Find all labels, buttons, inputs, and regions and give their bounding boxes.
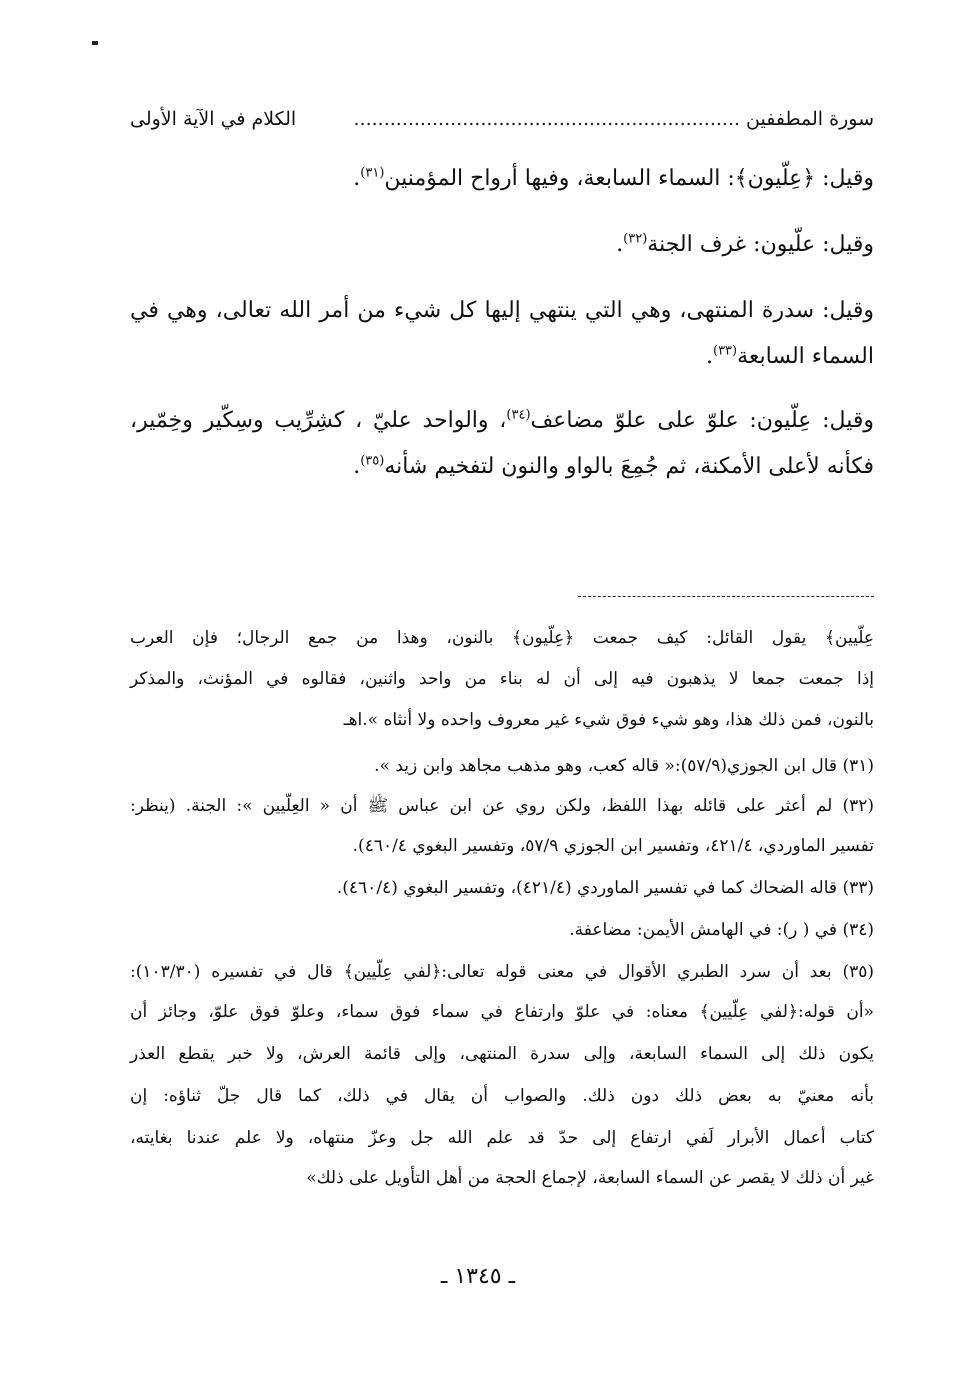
paragraph-4-end: .	[353, 454, 361, 479]
paragraph-4	[130, 398, 874, 490]
paragraph-3-end: .	[705, 344, 713, 369]
footnote-35-line-5: كتاب أعمال الأبرار لَفي ارتفاع إلى حدّ قد علم الله جل وعزّ منتهاه، ولا علم عندنا بغايته،	[130, 1128, 874, 1148]
footnote-35-line-3: يكون ذلك إلى السماء السابعة، وإلى سدرة المنتهى، وإلى قائمة العرش، ولا خبر يقطع العذر	[130, 1044, 874, 1064]
paragraph-2	[130, 222, 874, 268]
footnote-ref-35: (٣٥)	[360, 453, 385, 469]
paragraph-3	[130, 288, 874, 380]
footnote-35-line-6: غير أن ذلك لا يقصر عن السماء السابعة، لإجماع الحجة من أهل التأويل على ذلك»	[306, 1168, 874, 1188]
paragraph-3-text: وقيل: سدرة المنتهى، وهي التي ينتهي إليها كل شيء من أمر الله تعالى، وهي في السماء السابعة	[130, 298, 874, 369]
footnote-31: (٣١) قال ابن الجوزي(٥٧/٩):« قاله كعب، وهو مذهب مجاهد وابن زيد ».	[374, 756, 874, 776]
header-section: الكلام في الآية الأولى	[130, 108, 297, 130]
paragraph-1-end: .	[353, 166, 361, 191]
footnote-35-line-1: (٣٥) بعد أن سرد الطبري الأقوال في معنى قوله تعالى:﴿لفي عِلّيين﴾ قال في تفسيره (١٠٣/٣٠):	[130, 962, 874, 982]
paragraph-2-text: وقيل: علّيون: غرف الجنة	[647, 232, 874, 257]
footnote-ref-34: (٣٤)	[506, 407, 531, 423]
paragraph-4-text-b: ، والواحد عليّ ، كشِرِّيب وسِكّير وخِمّير، فكأنه لأعلى الأمكنة، ثم جُمِعَ بالواو والنون لتفخيم شأنه	[130, 408, 874, 479]
footnote-35-line-2: «أن قوله:﴿لفي عِلّيين﴾ معناه: في علوّ وارتفاع في سماء فوق سماء، وعلوّ فوق علوّ، وجائز أن	[130, 1002, 874, 1022]
footnote-32-line-1: (٣٢) لم أعثر على قائله بهذا اللفظ، ولكن روي عن ابن عباس ﷺ أن « العِلّيين »: الجنة. (ينظر:	[130, 796, 874, 816]
footnote-ref-31: (٣١)	[360, 165, 385, 181]
footnote-33: (٣٣) قاله الضحاك كما في تفسير الماوردي (٤٢١/٤)، وتفسير البغوي (٤٦٠/٤).	[336, 878, 874, 898]
header-surah: سورة المطففين	[746, 108, 874, 130]
paragraph-1-text: وقيل: ﴿عِلّيون﴾: السماء السابعة، وفيها أرواح المؤمنين	[384, 166, 874, 191]
footnote-34: (٣٤) في ( ر): في الهامش الأيمن: مضاعفة.	[569, 920, 874, 940]
footnote-ref-33: (٣٣)	[712, 343, 738, 359]
footnote-ref-32: (٣٢)	[623, 231, 648, 247]
paragraph-1	[130, 156, 874, 202]
footnote-carry-line-3: بالنون، فمن ذلك هذا، وهو شيء فوق شيء غير معروف واحده ولا أنثاه ».اهـ	[343, 710, 874, 730]
footnote-carry-line-1: عِلّيين﴾ يقول القائل: كيف جمعت ﴿عِلّيون﴾ بالنون، وهذا من جمع الرجال؛ فإن العرب	[130, 628, 874, 648]
running-header	[130, 104, 874, 134]
footnote-32-line-2: تفسير الماوردي، ٤٢١/٤، وتفسير ابن الجوزي ٥٧/٩، وتفسير البغوي ٤٦٠/٤).	[352, 836, 874, 856]
paragraph-4-text-a: وقيل: عِلّيون: علوّ على علوّ مضاعف	[530, 408, 874, 433]
footnote-35-line-4: بأنه معنيّ به بعض ذلك دون ذلك. والصواب أن يقال في ذلك، كما قال جلّ ثناؤه: إن	[130, 1086, 874, 1106]
scan-mark	[92, 41, 98, 45]
footnote-carry-line-2: إذا جمعت جمعا لا يذهبون فيه إلى أن له بناء من واحد واثنين، فقالوه في المؤنث، والمذكر	[130, 669, 874, 689]
page-number: ـ ١٣٤٥ ـ	[440, 1264, 516, 1289]
footnote-separator	[578, 596, 874, 597]
paragraph-2-end: .	[616, 232, 624, 257]
header-leader-dots: ................................................................	[353, 108, 741, 130]
